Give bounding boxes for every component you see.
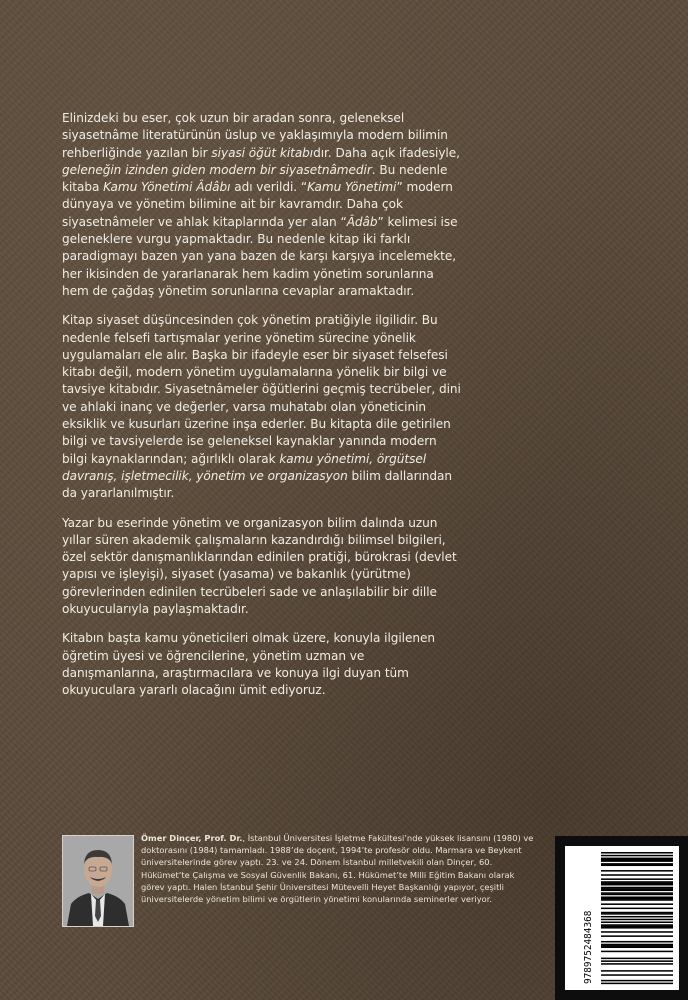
barcode-bar <box>601 919 673 921</box>
barcode-bar <box>601 865 673 867</box>
barcode-bar <box>601 908 673 910</box>
text-segment: ” kelimesi ise geleneklere vurgu yapmaktadır. Bu nedenle kitap iki farklı paradigmayı bazen yan yana bazen de karşı karşıya incelemekte, her ikisinden de yararlanarak hem kadim yönetim sorunlarına hem de çağdaş yönetim sorunlarına cevaplar aramaktadır. <box>62 214 458 298</box>
barcode-bar <box>601 924 673 926</box>
barcode-bar <box>601 963 673 965</box>
barcode-bar <box>601 931 673 933</box>
text-segment: Kitap siyaset düşüncesinden çok yönetim pratiğiyle ilgilidir. Bu nedenle felsefi tartışmalar yerine yönetim sürecine yönelik uygulamaları ele alır. Başka bir ifadeyle eser bir siyaset felsefesi kitabı değil, modern yönetim uygulamalarına yönelik bir bilgi ve tavsiye kitabıdır. Siyasetnâmeler öğütlerini geçmiş tecrübeler, dini ve ahlaki inanç ve değerler, varsa muhatabı olan yöneticinin eksiklik ve kusurları üzerine inşa ederler. Bu kitapta dile getirilen bilgi ve tavsiyelerde ise geleneksel kaynaklar yanında modern bilgi kaynaklarından; ağırlıklı olarak <box>62 313 461 466</box>
text-segment: bilim dallarından da yararlanılmıştır. <box>62 468 453 501</box>
text-segment: Yazar bu eserinde yönetim ve organizasyon bilim dalında uzun yıllar süren akademik çalışmaların kazandırdığı bilimsel bilgileri, özel sektör danışmanlıklarından edinilen pratiği, bürokrasi (devlet yapısı ve işleyişi), siyaset (yasama) ve bakanlık (yürütme) görevlerinden edinilen tecrübeleri sade ve anlaşılabilir bir dille okuyucularıyla paylaşmaktadır. <box>62 515 457 617</box>
barcode-bar <box>601 881 673 883</box>
text-segment-italic: Âdâb <box>346 214 378 229</box>
barcode-bar <box>601 903 673 905</box>
barcode-bar <box>601 974 673 976</box>
author-name: Ömer Dinçer, Prof. Dr. <box>141 833 243 843</box>
barcode-bar <box>601 852 673 854</box>
paragraph-4 <box>62 630 462 699</box>
barcode-bar <box>601 927 673 929</box>
barcode-bar <box>601 878 673 880</box>
barcode-bar <box>601 946 673 948</box>
barcode-bar <box>601 860 673 862</box>
barcode-bar <box>601 888 673 890</box>
barcode-bar <box>601 863 673 865</box>
barcode-bar <box>601 941 673 943</box>
barcode-bar <box>601 921 673 923</box>
back-cover-text <box>62 110 462 712</box>
author-block <box>62 832 542 927</box>
barcode-bar <box>601 896 673 898</box>
barcode-bar <box>601 951 673 953</box>
barcode-bar <box>601 983 673 985</box>
barcode-bar <box>601 858 673 860</box>
barcode-bar <box>601 960 673 962</box>
barcode-bar <box>601 874 673 876</box>
barcode-bar <box>601 945 673 947</box>
text-segment: Kitabın başta kamu yöneticileri olmak üzere, konuyla ilgilenen öğretim üyesi ve öğrencilerine, yönetim uzman ve danışmanlarına, araştırmacılara ve konuya ilgi duyan tüm okuyuculara yararlı olacağını ümit ediyoruz. <box>62 631 436 698</box>
text-segment-italic: Kamu Yönetimi <box>307 180 397 195</box>
text-segment: . Bu nedenle kitaba <box>62 162 448 195</box>
text-segment: ” modern dünyaya ve yönetim bilimine ait bir kavramdır. Daha çok siyasetnâmeler ve ahlak kitaplarında yer alan “ <box>62 180 453 229</box>
author-bio-text: , İstanbul Üniversitesi İşletme Fakültesi’nde yüksek lisansını (1980) ve doktorasını (1984) tamamladı. 1988’de doçent, 1994’te profesör oldu. Marmara ve Beykent üniversitelerinde görev yaptı. 23. ve 24. Dönem İstanbul milletvekili olan Dinçer, 60. Hükümet’te Çalışma ve Sosyal Güvenlik Bakanı, 61. Hükümet’te Milli Eğitim Bakanı olarak görev yaptı. Halen İstanbul Şehir Üniversitesi Mütevelli Heyet Başkanlığı yapıyor, çeşitli üniversitelerde yönetim bilimi ve örgütlerin yönetimi konularında seminerler veriyor. <box>141 833 534 905</box>
barcode-bar <box>601 892 673 894</box>
barcode-bar <box>601 887 673 889</box>
barcode-bar <box>601 894 673 896</box>
author-bio <box>141 832 536 905</box>
author-photo <box>62 835 134 927</box>
barcode-bar <box>601 898 673 900</box>
barcode-bar <box>601 935 673 937</box>
barcode-bar <box>601 958 673 960</box>
barcode-bar <box>601 926 673 928</box>
text-segment-italic: siyasi öğüt kitabı <box>211 145 314 160</box>
barcode-bar <box>601 913 673 915</box>
text-segment: dır. Daha açık ifadesiyle, <box>313 145 460 160</box>
barcode-bar <box>601 970 673 972</box>
barcode-strip <box>555 836 688 1000</box>
barcode-bar <box>601 944 673 946</box>
paragraph-1 <box>62 110 462 300</box>
barcode-bar <box>601 899 673 901</box>
barcode-bar <box>601 870 673 872</box>
text-segment: adı verildi. “ <box>230 180 308 195</box>
barcode-bar <box>601 916 673 918</box>
barcode-bar <box>601 855 673 857</box>
barcode-bar <box>601 890 673 892</box>
text-segment: Elinizdeki bu eser, çok uzun bir aradan sonra, geleneksel siyasetnâme literatürünün üslup ve yaklaşımıyla modern bilimin rehberliğinde yazılan bir <box>62 111 448 160</box>
text-segment-italic: kamu yönetimi, örgütsel davranış, işletmecilik, yönetim ve organizasyon <box>62 451 427 483</box>
isbn-barcode <box>565 846 679 990</box>
text-segment-italic: geleneğin izinden giden modern bir siyasetnâmedir <box>62 162 372 177</box>
text-segment-italic: Kamu Yönetimi Âdâbı <box>103 180 231 195</box>
barcode-bar <box>601 859 673 861</box>
paragraph-3 <box>62 515 462 619</box>
barcode-bar <box>601 883 673 885</box>
paragraph-2 <box>62 312 462 502</box>
barcode-bar <box>601 912 673 914</box>
barcode-bar <box>601 884 673 886</box>
isbn-digits: 9789752484368 <box>583 910 594 984</box>
barcode-bar <box>601 980 673 982</box>
